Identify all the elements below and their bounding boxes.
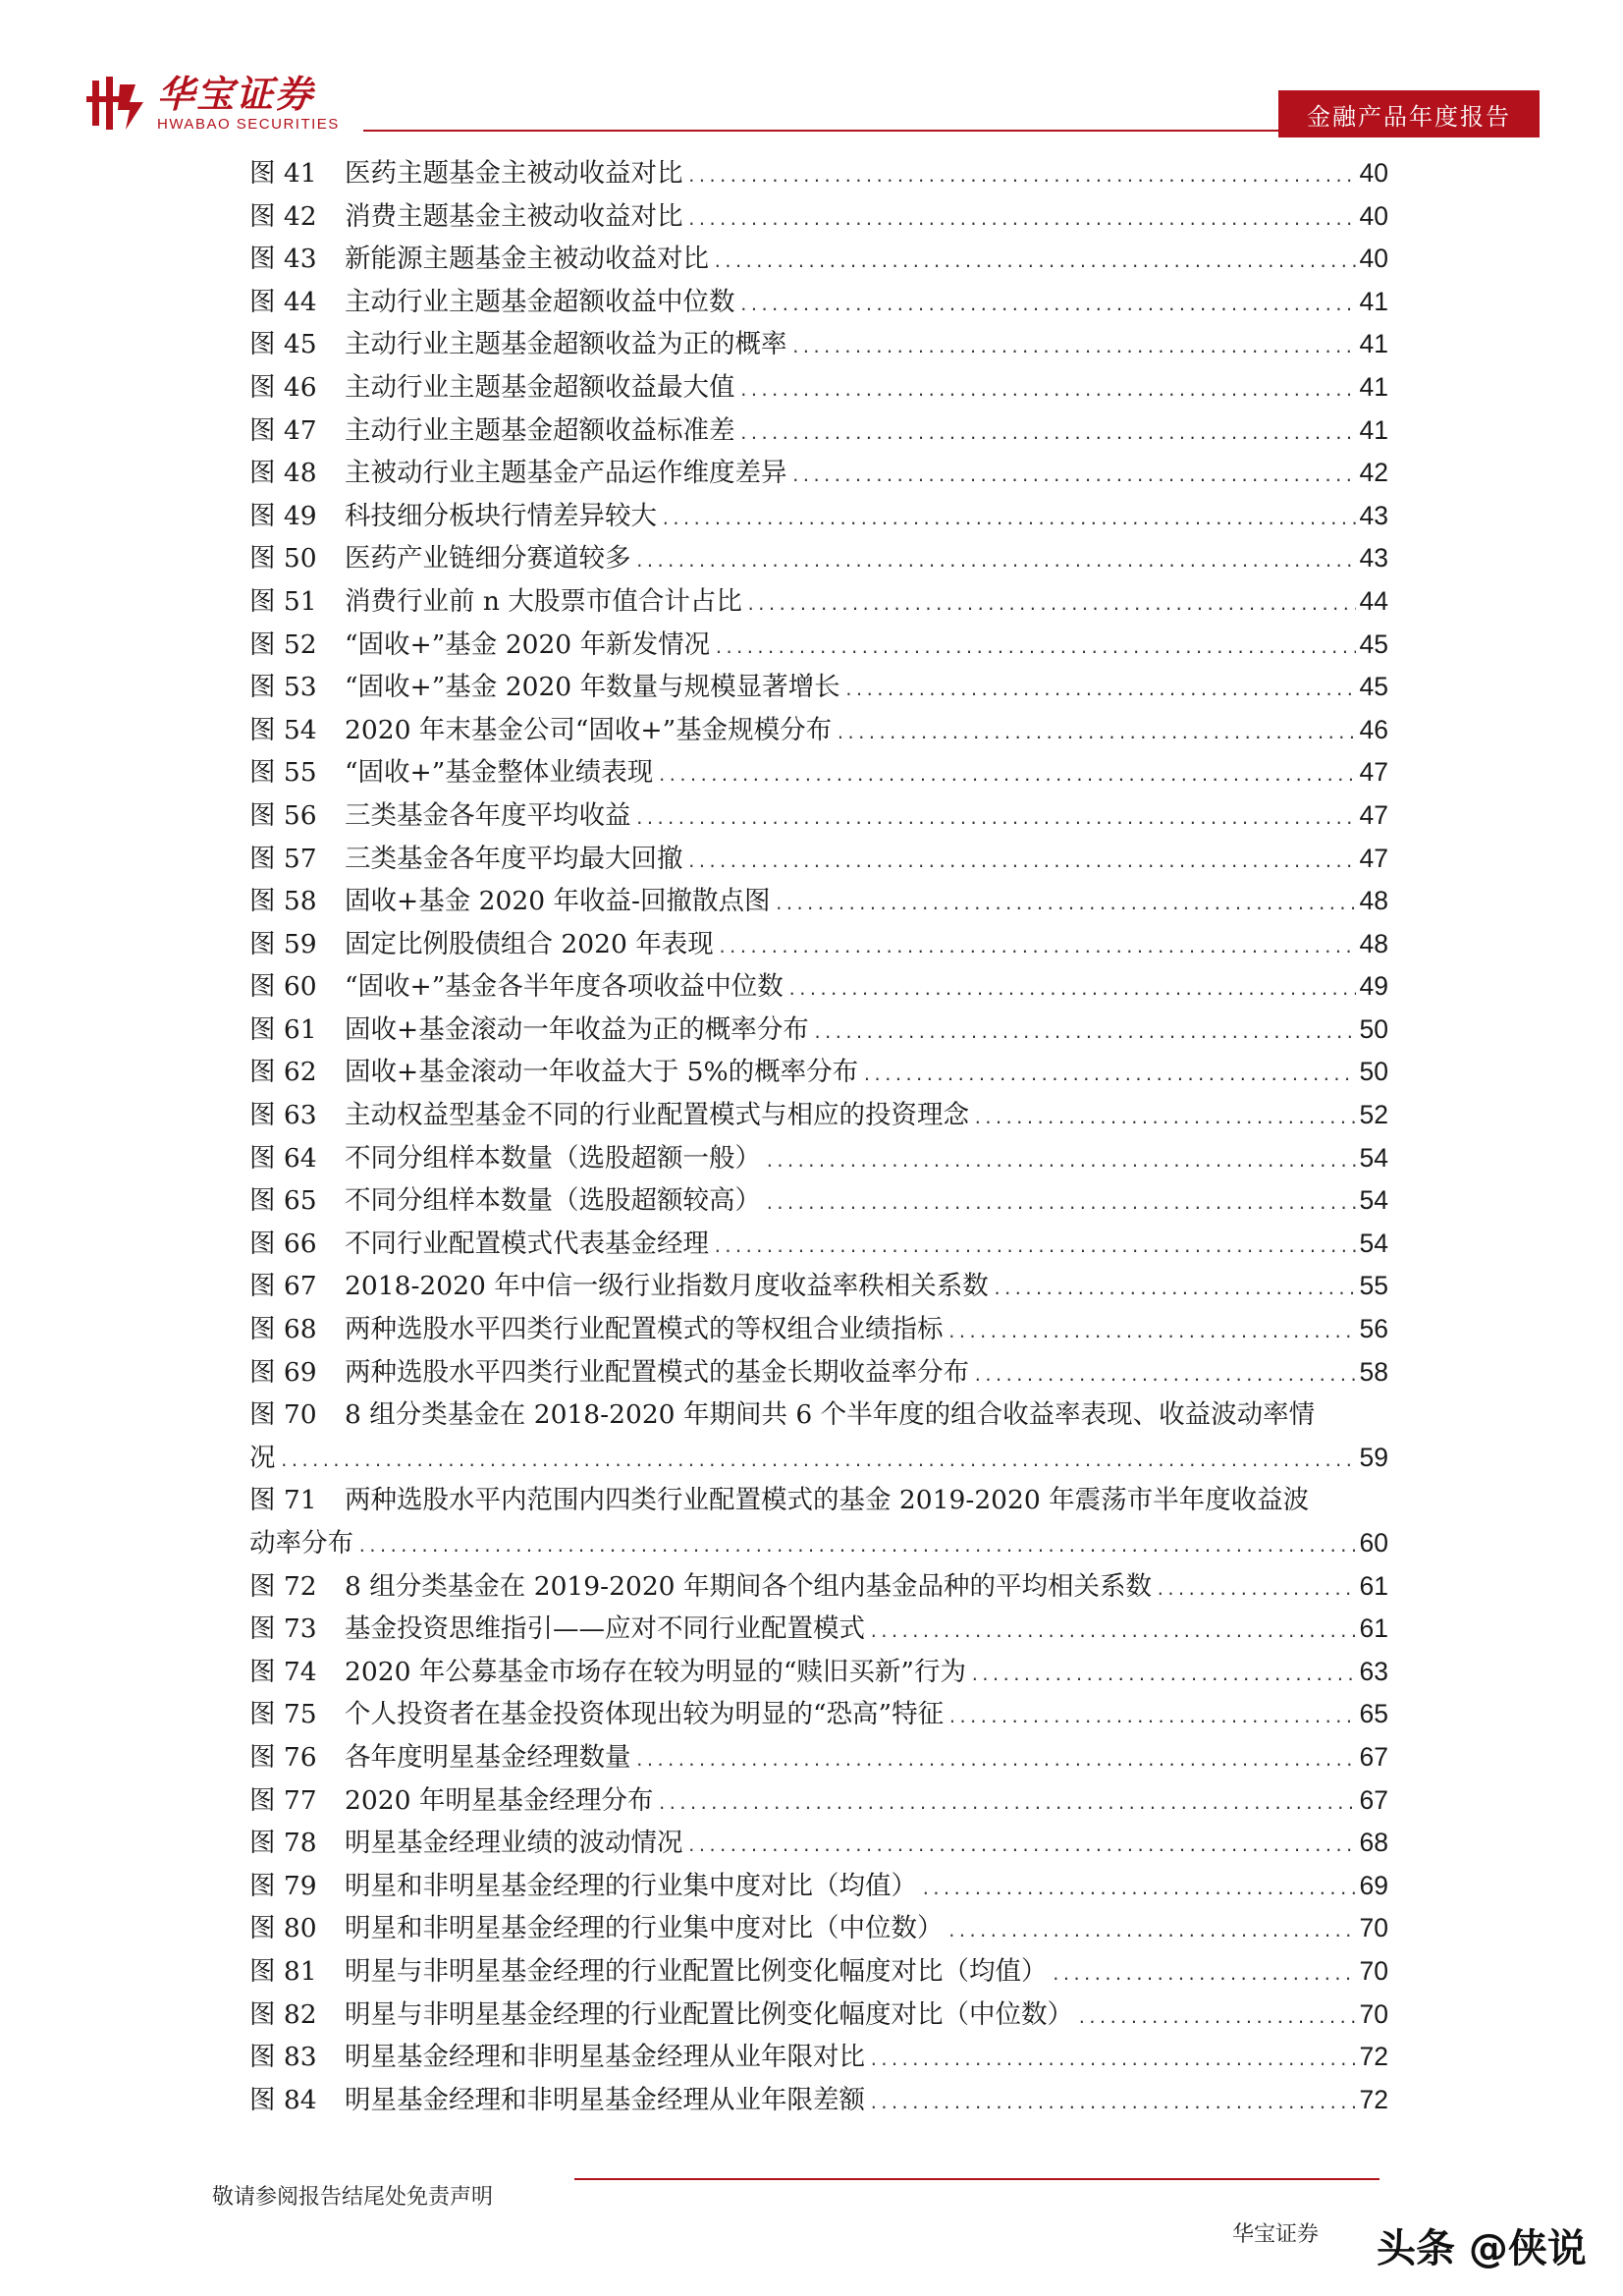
- figure-title: 三类基金各年度平均收益: [345, 799, 631, 831]
- figure-title: 主动权益型基金不同的行业配置模式与相应的投资理念: [345, 1100, 969, 1131]
- toc-entry-continuation[interactable]: [249, 1437, 1388, 1480]
- figure-number: 图 52: [249, 629, 317, 660]
- figure-title: 医药产业链细分赛道较多: [345, 543, 631, 574]
- figure-title: 8 组分类基金在 2018-2020 年期间共 6 个半年度的组合收益率表现、收益波动率情: [345, 1399, 1316, 1431]
- toc-entry[interactable]: [249, 281, 1388, 324]
- leader-dots: [657, 1782, 1355, 1826]
- leader-dots: [635, 1739, 1356, 1782]
- watermark: 头条 @侠说: [1377, 2226, 1587, 2271]
- toc-entry[interactable]: [249, 838, 1388, 881]
- page-number: 43: [1359, 543, 1388, 574]
- toc-entry[interactable]: [249, 965, 1388, 1009]
- page-number: 63: [1359, 1656, 1388, 1686]
- leader-dots: [661, 498, 1356, 541]
- leader-dots: [280, 1440, 1356, 1483]
- leader-dots: [718, 926, 1356, 969]
- figure-number: 图 76: [249, 1741, 317, 1773]
- figure-number: 图 71: [249, 1485, 317, 1516]
- toc-entry[interactable]: [249, 195, 1388, 239]
- figure-title: 明星基金经理和非明星基金经理从业年限差额: [345, 2084, 865, 2115]
- figure-title: 明星基金经理业绩的波动情况: [345, 1828, 683, 1859]
- page-number: 41: [1359, 371, 1388, 402]
- figure-title: 消费行业前 n 大股票市值合计占比: [345, 585, 742, 617]
- page-number: 44: [1359, 585, 1388, 616]
- figure-number: 图 53: [249, 672, 317, 703]
- figure-number: 图 50: [249, 543, 317, 574]
- figure-number: 图 69: [249, 1356, 317, 1388]
- page-number: 70: [1359, 1913, 1388, 1943]
- leader-dots: [1052, 1953, 1356, 1996]
- figure-number: 图 46: [249, 371, 317, 403]
- leader-dots: [862, 1054, 1355, 1097]
- figure-title: 两种选股水平四类行业配置模式的等权组合业绩指标: [345, 1314, 944, 1345]
- figure-title: 2018-2020 年中信一级行业指数月度收益率秩相关系数: [345, 1271, 989, 1302]
- leader-dots: [869, 2082, 1356, 2125]
- figure-number: 图 77: [249, 1784, 317, 1816]
- toc-entry[interactable]: [249, 1736, 1388, 1779]
- toc-entry-continuation[interactable]: [249, 1522, 1388, 1565]
- figure-number: 图 78: [249, 1828, 317, 1859]
- toc-entry[interactable]: [249, 1009, 1388, 1052]
- figure-title: 科技细分板块行情差异较大: [345, 500, 657, 531]
- figure-number: 图 79: [249, 1870, 317, 1901]
- page-number: 41: [1359, 286, 1388, 316]
- page-number: 45: [1359, 672, 1388, 702]
- figure-title: 主动行业主题基金超额收益中位数: [345, 286, 735, 317]
- page-number: 42: [1359, 458, 1388, 488]
- toc-entry[interactable]: [249, 880, 1388, 923]
- page-number: 60: [1359, 1528, 1388, 1558]
- figure-number: 图 72: [249, 1570, 317, 1602]
- leader-dots: [921, 1868, 1356, 1911]
- leader-dots: [947, 1311, 1356, 1354]
- leader-dots: [947, 1696, 1355, 1739]
- toc-entry[interactable]: [249, 1651, 1388, 1694]
- figure-number: 图 84: [249, 2084, 317, 2115]
- toc-entry[interactable]: [249, 2079, 1388, 2122]
- page-number: 40: [1359, 244, 1388, 274]
- figure-number: 图 82: [249, 1998, 317, 2030]
- toc-entry[interactable]: [249, 751, 1388, 794]
- leader-dots: [973, 1354, 1356, 1397]
- leader-dots: [970, 1654, 1356, 1697]
- leader-dots: [739, 369, 1356, 412]
- figure-number: 图 44: [249, 286, 317, 317]
- page-number: 40: [1359, 158, 1388, 188]
- leader-dots: [836, 712, 1355, 755]
- figure-number: 图 41: [249, 158, 317, 189]
- toc-entry[interactable]: [249, 1950, 1388, 1994]
- figure-number: 图 56: [249, 799, 317, 831]
- figure-title: 主动行业主题基金超额收益最大值: [345, 371, 735, 403]
- page-number: 72: [1359, 2042, 1388, 2072]
- page-number: 65: [1359, 1699, 1388, 1729]
- toc-entry[interactable]: [249, 366, 1388, 410]
- figure-title: 2020 年公募基金市场存在较为明显的“赎旧买新”行为: [345, 1656, 966, 1687]
- page-number: 40: [1359, 200, 1388, 231]
- figure-number: 图 61: [249, 1013, 317, 1045]
- page-number: 70: [1359, 1955, 1388, 1986]
- toc-entry[interactable]: [249, 323, 1388, 366]
- figure-title: 固收+基金滚动一年收益大于 5%的概率分布: [345, 1057, 859, 1088]
- page-number: 41: [1359, 329, 1388, 359]
- figure-title: 主被动行业主题基金产品运作维度差异: [345, 458, 787, 489]
- leader-dots: [739, 412, 1356, 456]
- figure-number: 图 45: [249, 329, 317, 360]
- toc-entry[interactable]: [249, 2036, 1388, 2079]
- leader-dots: [869, 2039, 1356, 2082]
- figure-number: 图 68: [249, 1314, 317, 1345]
- toc-entry[interactable]: [249, 923, 1388, 966]
- figure-title: 主动行业主题基金超额收益为正的概率: [345, 329, 787, 360]
- toc-entry[interactable]: [249, 1693, 1388, 1736]
- leader-dots: [635, 797, 1356, 841]
- page-number: 59: [1359, 1442, 1388, 1472]
- leader-dots: [713, 241, 1356, 284]
- figure-number: 图 67: [249, 1271, 317, 1302]
- page-number: 52: [1359, 1100, 1388, 1130]
- toc-entry[interactable]: [249, 452, 1388, 495]
- leader-dots: [687, 841, 1356, 884]
- toc-entry[interactable]: [249, 1608, 1388, 1651]
- leader-dots: [765, 1182, 1356, 1226]
- leader-dots: [746, 583, 1356, 627]
- figure-number: 图 55: [249, 757, 317, 789]
- toc-entry[interactable]: [249, 624, 1388, 667]
- figure-number: 图 81: [249, 1955, 317, 1987]
- figure-number: 图 70: [249, 1399, 317, 1431]
- figure-number: 图 54: [249, 714, 317, 745]
- leader-dots: [813, 1011, 1356, 1055]
- figure-title: 固收+基金 2020 年收益-回撤散点图: [345, 886, 771, 917]
- leader-dots: [774, 883, 1355, 926]
- leader-dots: [993, 1268, 1356, 1311]
- leader-dots: [1156, 1568, 1356, 1612]
- leader-dots: [714, 627, 1355, 670]
- figure-title: 各年度明星基金经理数量: [345, 1741, 631, 1773]
- figure-title: 新能源主题基金主被动收益对比: [345, 244, 709, 275]
- footer-company: 华宝证券: [1232, 2222, 1320, 2247]
- leader-dots: [947, 1910, 1356, 1953]
- leader-dots: [713, 1226, 1356, 1269]
- page-number: 41: [1359, 414, 1388, 445]
- page-number: 48: [1359, 928, 1388, 958]
- figure-title: “固收+”基金整体业绩表现: [345, 757, 654, 789]
- figure-number: 图 60: [249, 971, 317, 1003]
- leader-dots: [739, 284, 1356, 327]
- figure-title-continued: 况: [249, 1442, 276, 1473]
- leader-dots: [687, 198, 1356, 242]
- toc-entry[interactable]: [249, 580, 1388, 624]
- figure-number: 图 74: [249, 1656, 317, 1687]
- page-number: 47: [1359, 843, 1388, 873]
- page-number: 68: [1359, 1828, 1388, 1858]
- figure-title: 基金投资思维指引——应对不同行业配置模式: [345, 1613, 865, 1645]
- figure-title: 明星与非明星基金经理的行业配置比例变化幅度对比（均值）: [345, 1955, 1048, 1987]
- toc-entry[interactable]: [249, 1479, 1388, 1522]
- leader-dots: [657, 754, 1355, 797]
- figure-number: 图 83: [249, 2042, 317, 2073]
- page-number: 54: [1359, 1228, 1388, 1258]
- logo-english-name: HWABAO SECURITIES: [157, 115, 340, 133]
- page-number: 47: [1359, 757, 1388, 788]
- toc-entry[interactable]: [249, 1994, 1388, 2037]
- toc-entry[interactable]: [249, 1565, 1388, 1609]
- page-number: 46: [1359, 714, 1388, 744]
- figure-title: 消费主题基金主被动收益对比: [345, 200, 683, 232]
- page-number: 49: [1359, 971, 1388, 1002]
- toc-entry[interactable]: [249, 1094, 1388, 1137]
- page-number: 67: [1359, 1741, 1388, 1772]
- figure-number: 图 66: [249, 1228, 317, 1259]
- figure-title: 8 组分类基金在 2019-2020 年期间各个组内基金品种的平均相关系数: [345, 1570, 1152, 1602]
- figure-number: 图 62: [249, 1057, 317, 1088]
- figure-title: 不同分组样本数量（选股超额一般）: [345, 1142, 761, 1174]
- figure-number: 图 57: [249, 843, 317, 874]
- figure-number: 图 58: [249, 886, 317, 917]
- leader-dots: [1077, 1996, 1356, 2040]
- toc-entry[interactable]: [249, 1137, 1388, 1180]
- page-number: 50: [1359, 1057, 1388, 1087]
- page-number: 61: [1359, 1570, 1388, 1601]
- page-number: 72: [1359, 2084, 1388, 2114]
- toc-entry[interactable]: [249, 1051, 1388, 1094]
- figure-title: 2020 年末基金公司“固收+”基金规模分布: [345, 714, 833, 745]
- leader-dots: [687, 1825, 1356, 1868]
- figure-number: 图 80: [249, 1913, 317, 1944]
- toc-entry[interactable]: [249, 1351, 1388, 1394]
- header-divider: [363, 130, 1286, 132]
- figure-title: 个人投资者在基金投资体现出较为明显的“恐高”特征: [345, 1699, 945, 1730]
- report-type-tag: 金融产品年度报告: [1278, 90, 1540, 137]
- toc-entry[interactable]: [249, 1394, 1388, 1437]
- hwabao-logo-icon: [86, 73, 147, 134]
- leader-dots: [973, 1097, 1356, 1140]
- toc-entry[interactable]: [249, 1865, 1388, 1908]
- toc-entry[interactable]: [249, 410, 1388, 453]
- leader-dots: [635, 540, 1356, 583]
- toc-entry[interactable]: [249, 1907, 1388, 1950]
- toc-entry[interactable]: [249, 794, 1388, 838]
- footer-disclaimer: 敬请参阅报告结尾处免责声明: [212, 2185, 494, 2210]
- page-number: 54: [1359, 1142, 1388, 1173]
- figure-title: “固收+”基金 2020 年数量与规模显著增长: [345, 672, 840, 703]
- toc-entry[interactable]: [249, 1223, 1388, 1266]
- page-number: 56: [1359, 1314, 1388, 1344]
- figure-title: 明星基金经理和非明星基金经理从业年限对比: [345, 2042, 865, 2073]
- figure-title: 不同行业配置模式代表基金经理: [345, 1228, 709, 1259]
- page-number: 58: [1359, 1356, 1388, 1387]
- toc-entry[interactable]: [249, 1308, 1388, 1351]
- toc-entry[interactable]: [249, 495, 1388, 538]
- figure-number: 图 51: [249, 585, 317, 617]
- leader-dots: [791, 326, 1356, 369]
- leader-dots: [787, 968, 1356, 1011]
- toc-entry[interactable]: [249, 537, 1388, 580]
- leader-dots: [357, 1525, 1356, 1568]
- figure-index-list: [249, 152, 1388, 2121]
- page-number: 61: [1359, 1613, 1388, 1644]
- figure-title: 不同分组样本数量（选股超额较高）: [345, 1185, 761, 1217]
- figure-title: 明星与非明星基金经理的行业配置比例变化幅度对比（中位数）: [345, 1998, 1073, 2030]
- figure-title: 明星和非明星基金经理的行业集中度对比（中位数）: [345, 1913, 944, 1944]
- toc-entry[interactable]: [249, 709, 1388, 752]
- page-number: 43: [1359, 500, 1388, 530]
- figure-number: 图 63: [249, 1100, 317, 1131]
- figure-title: 固定比例股债组合 2020 年表现: [345, 928, 714, 959]
- figure-number: 图 73: [249, 1613, 317, 1645]
- figure-number: 图 64: [249, 1142, 317, 1174]
- toc-entry[interactable]: [249, 238, 1388, 281]
- figure-title: 两种选股水平内范围内四类行业配置模式的基金 2019-2020 年震荡市半年度收益波: [345, 1485, 1310, 1516]
- page-number: 45: [1359, 629, 1388, 659]
- figure-title: “固收+”基金各半年度各项收益中位数: [345, 971, 784, 1003]
- page-number: 69: [1359, 1870, 1388, 1900]
- company-logo: [86, 69, 340, 137]
- page-number: 48: [1359, 886, 1388, 916]
- figure-title: 医药主题基金主被动收益对比: [345, 158, 683, 189]
- figure-title: “固收+”基金 2020 年新发情况: [345, 629, 711, 660]
- figure-number: 图 75: [249, 1699, 317, 1730]
- page-number: 47: [1359, 799, 1388, 830]
- leader-dots: [791, 455, 1356, 498]
- leader-dots: [765, 1140, 1356, 1183]
- page-header: [0, 0, 1623, 147]
- footer-divider: [574, 2178, 1380, 2180]
- leader-dots: [687, 155, 1356, 198]
- toc-entry[interactable]: [249, 1822, 1388, 1865]
- toc-entry[interactable]: [249, 666, 1388, 709]
- page-number: 70: [1359, 1998, 1388, 2029]
- leader-dots: [844, 669, 1356, 712]
- page-number: 50: [1359, 1013, 1388, 1044]
- page-number: 67: [1359, 1784, 1388, 1815]
- figure-number: 图 65: [249, 1185, 317, 1217]
- toc-entry[interactable]: [249, 1179, 1388, 1223]
- figure-title: 主动行业主题基金超额收益标准差: [345, 414, 735, 446]
- figure-title: 明星和非明星基金经理的行业集中度对比（均值）: [345, 1870, 917, 1901]
- figure-number: 图 48: [249, 458, 317, 489]
- figure-number: 图 59: [249, 928, 317, 959]
- toc-entry[interactable]: [249, 1265, 1388, 1308]
- figure-number: 图 42: [249, 200, 317, 232]
- figure-title-continued: 动率分布: [249, 1528, 353, 1558]
- leader-dots: [869, 1611, 1356, 1654]
- page-number: 54: [1359, 1185, 1388, 1216]
- figure-number: 图 43: [249, 244, 317, 275]
- page-number: 55: [1359, 1271, 1388, 1301]
- figure-title: 2020 年明星基金经理分布: [345, 1784, 654, 1816]
- figure-title: 两种选股水平四类行业配置模式的基金长期收益率分布: [345, 1356, 969, 1388]
- figure-number: 图 49: [249, 500, 317, 531]
- figure-title: 固收+基金滚动一年收益为正的概率分布: [345, 1013, 809, 1045]
- toc-entry[interactable]: [249, 152, 1388, 195]
- figure-number: 图 47: [249, 414, 317, 446]
- figure-title: 三类基金各年度平均最大回撤: [345, 843, 683, 874]
- logo-chinese-name: 华宝证券: [157, 72, 315, 116]
- toc-entry[interactable]: [249, 1779, 1388, 1823]
